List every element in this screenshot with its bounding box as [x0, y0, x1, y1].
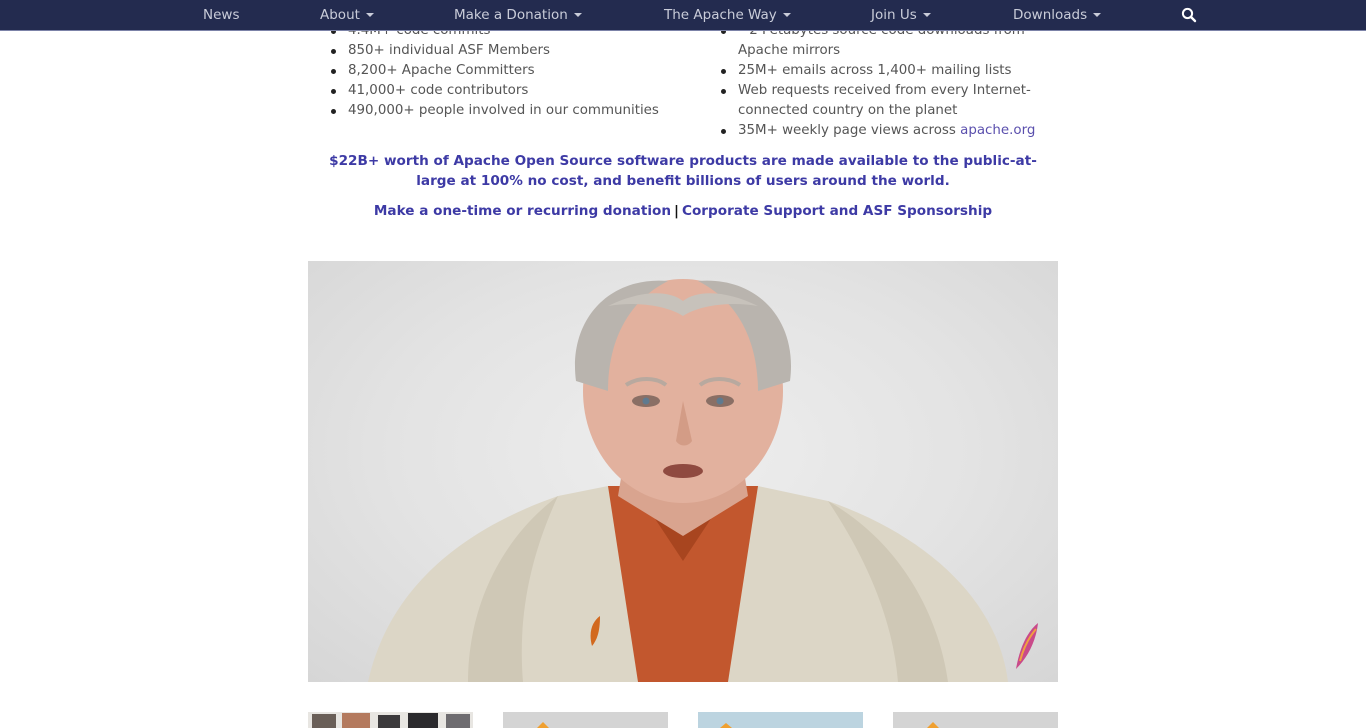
apache-org-link[interactable]: apache.org: [960, 123, 1036, 138]
page-views-text: 35M+ weekly page views across: [738, 123, 956, 138]
caret-down-icon: [923, 13, 931, 17]
nav-about[interactable]: [320, 0, 374, 30]
thumbnail-image: [503, 712, 668, 728]
sponsorship-link[interactable]: Corporate Support and ASF Sponsorship: [681, 203, 993, 219]
thumbnail-image: [698, 712, 863, 728]
link-separator: |: [674, 203, 679, 219]
video-thumbnail[interactable]: [698, 712, 863, 728]
nav-downloads-label: Downloads: [1013, 7, 1088, 23]
nav-downloads[interactable]: [1013, 0, 1101, 30]
nav-join-us-label: Join Us: [871, 7, 917, 23]
nav-about-label: About: [320, 7, 360, 23]
thumbnail-image: [308, 712, 473, 728]
top-navbar: [0, 0, 1366, 31]
nav-make-a-donation[interactable]: [454, 0, 582, 30]
nav-news[interactable]: [203, 0, 239, 30]
video-player[interactable]: [308, 261, 1058, 682]
list-item: 850+ individual ASF Members: [348, 41, 688, 61]
caret-down-icon: [783, 13, 791, 17]
list-item: Web requests received from every Internet-connected country on the planet: [738, 81, 1058, 121]
nav-the-apache-way[interactable]: [664, 0, 791, 30]
search-icon: [1181, 7, 1197, 23]
list-item: [738, 121, 1058, 141]
list-item: 41,000+ code contributors: [348, 81, 688, 101]
nav-apache-way-label: The Apache Way: [664, 7, 777, 23]
search-button[interactable]: [1181, 7, 1197, 23]
video-thumbnail[interactable]: [308, 712, 473, 728]
caret-down-icon: [366, 13, 374, 17]
donation-links: [318, 201, 1048, 221]
nav-news-label: News: [203, 7, 240, 23]
video-thumbnail[interactable]: [503, 712, 668, 728]
speaker-video-frame: [308, 261, 1058, 682]
stats-list-right: [738, 21, 1058, 141]
caret-down-icon: [1093, 13, 1101, 17]
thumbnail-image: [893, 712, 1058, 728]
list-item: 490,000+ people involved in our communities: [348, 101, 688, 121]
video-thumbnail[interactable]: [893, 712, 1058, 728]
caret-down-icon: [574, 13, 582, 17]
nav-join-us[interactable]: [871, 0, 931, 30]
impact-statement: $22B+ worth of Apache Open Source software products are made available to the public-at-large at 100% no cost, and benefit billions of users around the world.: [329, 153, 1037, 189]
nav-donation-label: Make a Donation: [454, 7, 568, 23]
stats-list-left: [348, 21, 688, 121]
list-item: Apache mirrors: [738, 21, 1058, 61]
list-item: 25M+ emails across 1,400+ mailing lists: [738, 61, 1058, 81]
donation-link[interactable]: Make a one-time or recurring donation: [373, 203, 672, 219]
list-item: 8,200+ Apache Committers: [348, 61, 688, 81]
